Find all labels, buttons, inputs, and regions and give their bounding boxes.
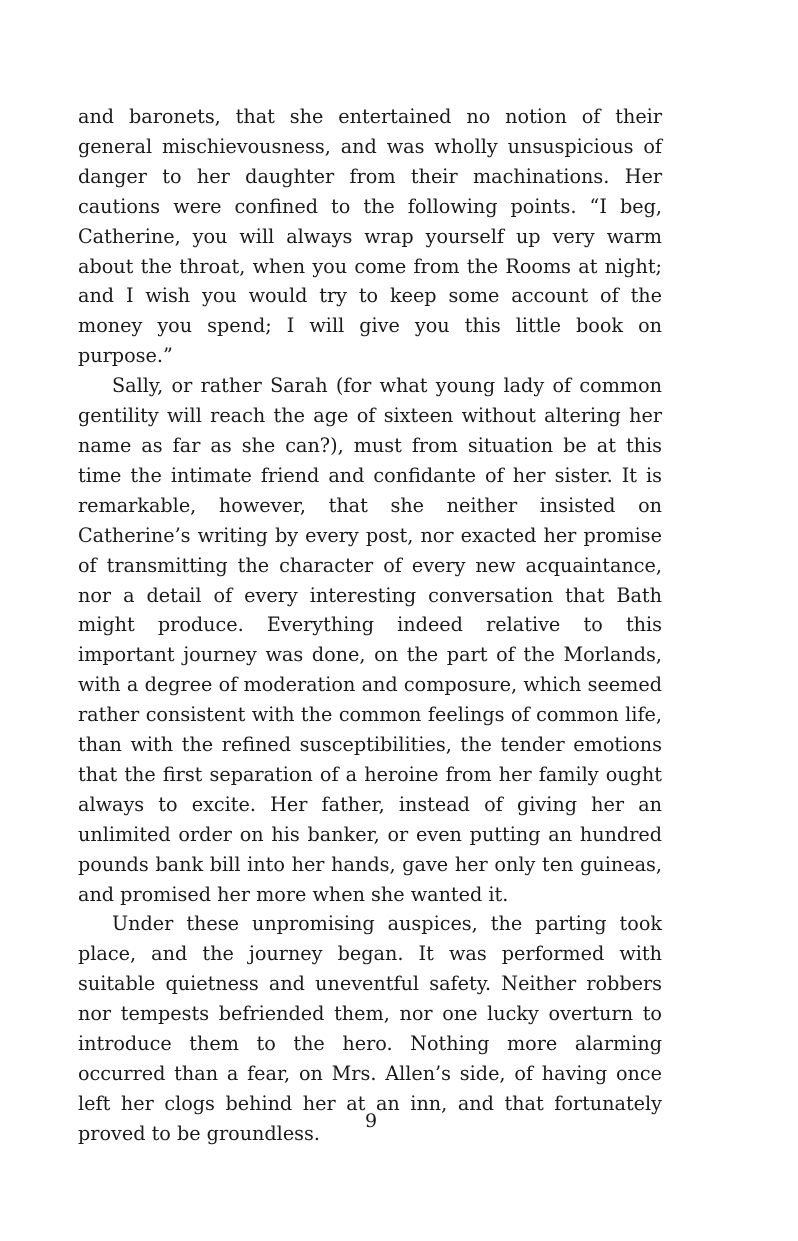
page-number [0, 1108, 798, 1134]
paragraph-journey: Under these unpromising auspices, the parting took place, and the journey began. It was performed with suitable quietness and uneventful safety. Neither robbers nor tempests befriended them, nor one lucky overturn to introduce them to the hero. Nothing more alarming occurred than a fear, on Mrs. Allen’s side, of having once left her clogs behind her at an inn, and that fortunately proved to be groundless. [78, 912, 662, 1145]
page-body [78, 102, 662, 1149]
paragraph-sally: Sally, or rather Sarah (for what young lady of common gentility will reach the age of sixteen without altering her name as far as she can?), must from situation be at this time the intimate friend and confidante of her sister. It is remarkable, however, that she neither insisted on Catherine’s writing by every post, nor exacted her promise of transmitting the character of every new acquaintance, nor a detail of every interesting conversation that Bath might produce. Everything indeed relative to this important journey was done, on the part of the Morlands, with a degree of moderation and composure, which seemed rather consistent with the common feelings of common life, than with the refined susceptibilities, the tender emotions that the first separation of a heroine from her family ought always to excite. Her father, instead of giving her an unlimited order on his banker, or even putting an hundred pounds bank bill into her hands, gave her only ten guineas, and promised her more when she wanted it. [78, 374, 662, 906]
paragraph-continued: and baronets, that she entertained no notion of their general mischievousness, and was wholly unsuspicious of danger to her daughter from their machinations. Her cautions were confined to the following points. “I beg, Catherine, you will always wrap yourself up very warm about the throat, when you come from the Rooms at night; and I wish you would try to keep some account of the money you spend; I will give you this little book on purpose.” [78, 105, 662, 368]
page-number-label: 9 [364, 1110, 378, 1132]
